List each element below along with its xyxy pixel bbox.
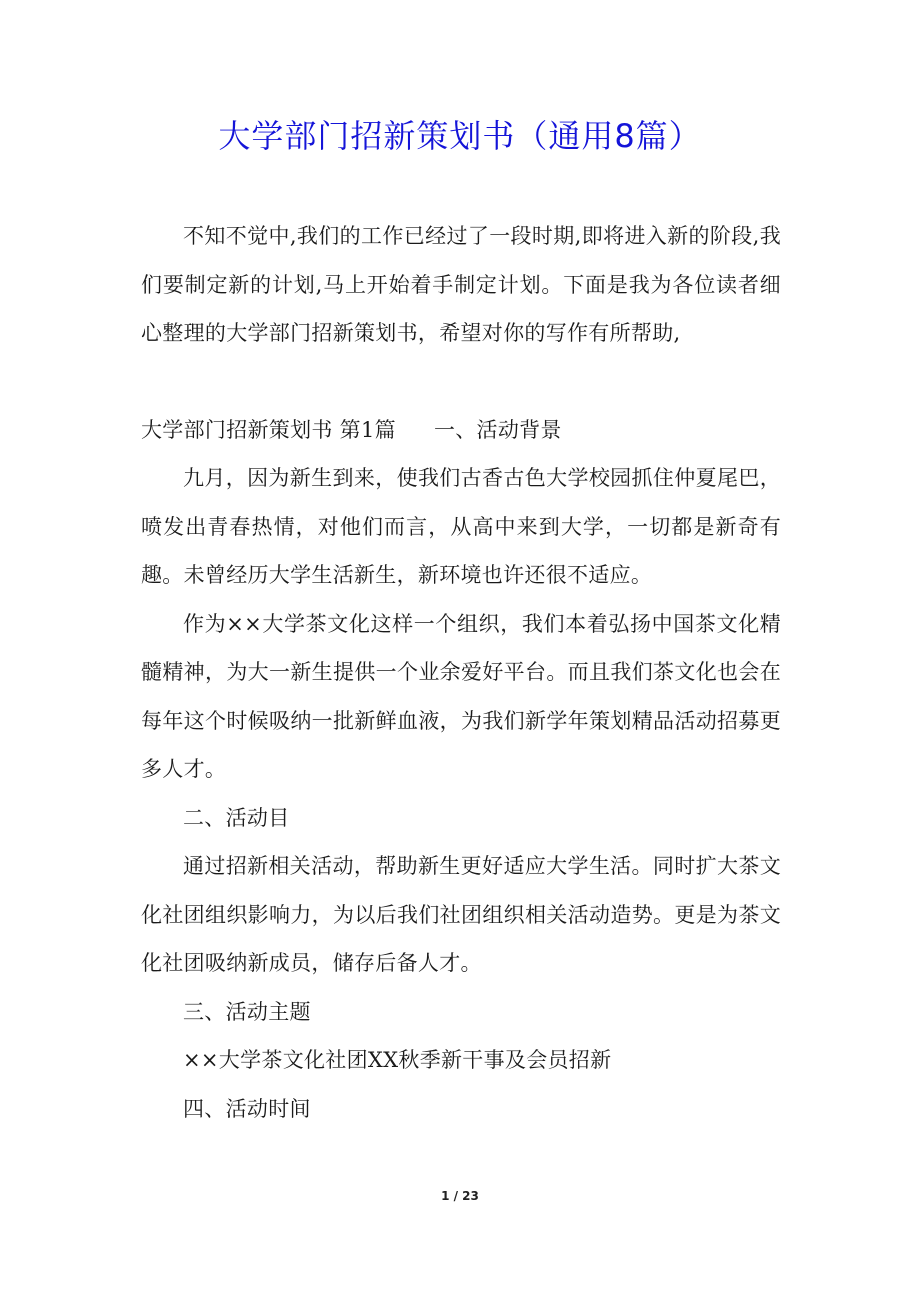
section-heading-background: 一、活动背景 xyxy=(433,417,562,442)
paragraph-theme: ××大学茶文化社团XX秋季新干事及会员招新 xyxy=(183,1048,612,1072)
heading-purpose: 二、活动目 xyxy=(183,805,290,830)
document-title: 大学部门招新策划书（通用8篇） xyxy=(218,117,702,155)
paragraph-organization: 作为××大学茶文化这样一个组织，我们本着弘扬中国茶文化精髓精神，为大一新生提供一个业余爱好平台。而且我们茶文化也会在每年这个时候吸纳一批新鲜血液，为我们新学年策划精品活动招募更多人才。 xyxy=(141,611,781,781)
page-number: 1 / 23 xyxy=(441,1189,479,1203)
paragraph-background: 九月，因为新生到来，使我们古香古色大学校园抓住仲夏尾巴，喷发出青春热情，对他们而言，从高中来到大学，一切都是新奇有趣。未曾经历大学生活新生，新环境也许还很不适应。 xyxy=(141,466,781,587)
paragraph-purpose: 通过招新相关活动，帮助新生更好适应大学生活。同时扩大茶文化社团组织影响力，为以后我们社团组织相关活动造势。更是为茶文化社团吸纳新成员，储存后备人才。 xyxy=(141,854,781,975)
section-label: 大学部门招新策划书 第1篇 xyxy=(141,417,396,442)
heading-time: 四、活动时间 xyxy=(183,1096,311,1121)
heading-theme: 三、活动主题 xyxy=(183,999,311,1024)
document-body xyxy=(141,212,781,1133)
intro-paragraph: 不知不觉中,我们的工作已经过了一段时期,即将进入新的阶段,我们要制定新的计划,马上开始着手制定计划。下面是我为各位读者细心整理的大学部门招新策划书，希望对你的写作有所帮助, xyxy=(141,224,781,345)
section-label-line xyxy=(141,406,781,455)
